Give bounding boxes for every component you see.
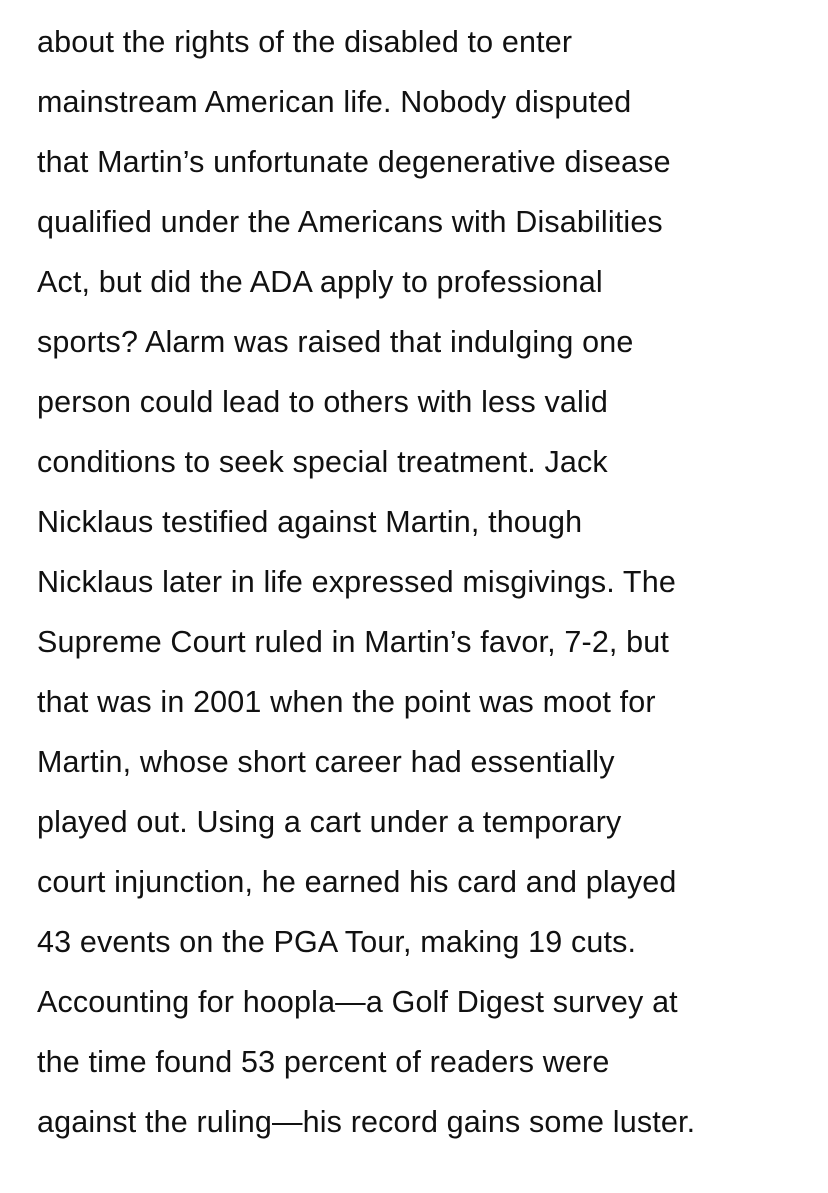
text-line: that was in 2001 when the point was moot for [37,685,656,719]
text-line: the time found 53 percent of readers were [37,1045,610,1079]
text-line: sports? Alarm was raised that indulging one [37,325,634,359]
text-line: person could lead to others with less valid [37,385,609,419]
text-line: 43 events on the PGA Tour, making 19 cuts. [37,925,637,959]
text-line: that Martin’s unfortunate degenerative disease [37,145,671,179]
text-line: mainstream American life. Nobody disputed [37,85,632,119]
text-line: played out. Using a cart under a temporary [37,805,622,839]
text-line: against the ruling—his record gains some luster. [37,1105,696,1139]
text-line: Supreme Court ruled in Martin’s favor, 7-2, but [37,625,670,659]
text-line: court injunction, he earned his card and played [37,865,677,899]
text-line: Martin, whose short career had essentially [37,745,615,779]
text-line: Act, but did the ADA apply to professional [37,265,603,299]
text-line: qualified under the Americans with Disabilities [37,205,663,239]
text-line: about the rights of the disabled to enter [37,25,573,59]
text-line: Nicklaus testified against Martin, though [37,505,583,539]
text-line: conditions to seek special treatment. Jack [37,445,608,479]
text-line: Accounting for hoopla—a Golf Digest survey at [37,985,678,1019]
text-line: Nicklaus later in life expressed misgivings. The [37,565,676,599]
